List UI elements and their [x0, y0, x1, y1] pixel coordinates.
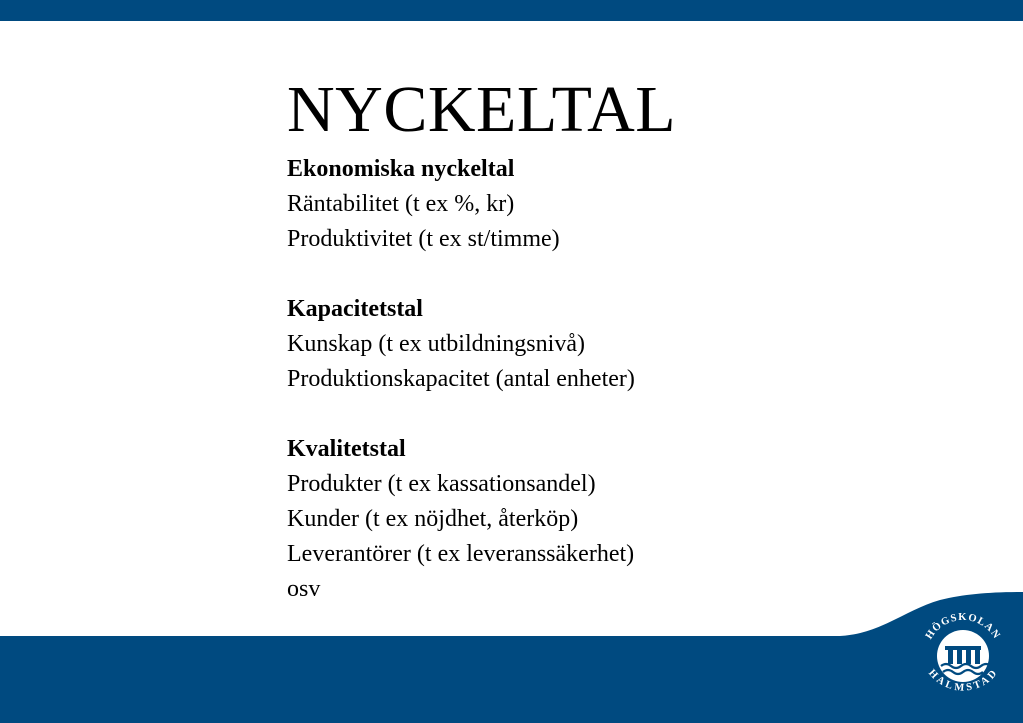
list-item: Kunskap (t ex utbildningsnivå)	[287, 331, 585, 357]
list-item: Produkter (t ex kassationsandel)	[287, 471, 596, 497]
list-item: Räntabilitet (t ex %, kr)	[287, 191, 515, 217]
list-item: Kunder (t ex nöjdhet, återköp)	[287, 506, 579, 532]
logo-text-bottom: HALMSTAD	[926, 667, 1000, 694]
list-item: osv	[287, 576, 321, 602]
list-item: Produktivitet (t ex st/timme)	[287, 226, 560, 252]
list-item: Leverantörer (t ex leveranssäkerhet)	[287, 541, 635, 567]
bottom-wave-shape	[0, 590, 1023, 723]
list-item: Produktionskapacitet (antal enheter)	[287, 366, 635, 392]
section-heading: Ekonomiska nyckeltal	[287, 156, 515, 182]
section-heading: Kvalitetstal	[287, 436, 406, 462]
bottom-banner	[0, 590, 1023, 723]
section-capacity	[287, 292, 887, 397]
slide-content	[287, 70, 887, 642]
logo-text-top: HÖGSKOLAN	[923, 611, 1003, 642]
hogskolan-halmstad-logo-icon	[917, 598, 1009, 708]
section-heading: Kapacitetstal	[287, 296, 423, 322]
section-quality	[287, 432, 887, 607]
slide-title: NYCKELTAL	[287, 73, 677, 146]
top-banner	[0, 0, 1023, 21]
section-economic	[287, 152, 887, 257]
